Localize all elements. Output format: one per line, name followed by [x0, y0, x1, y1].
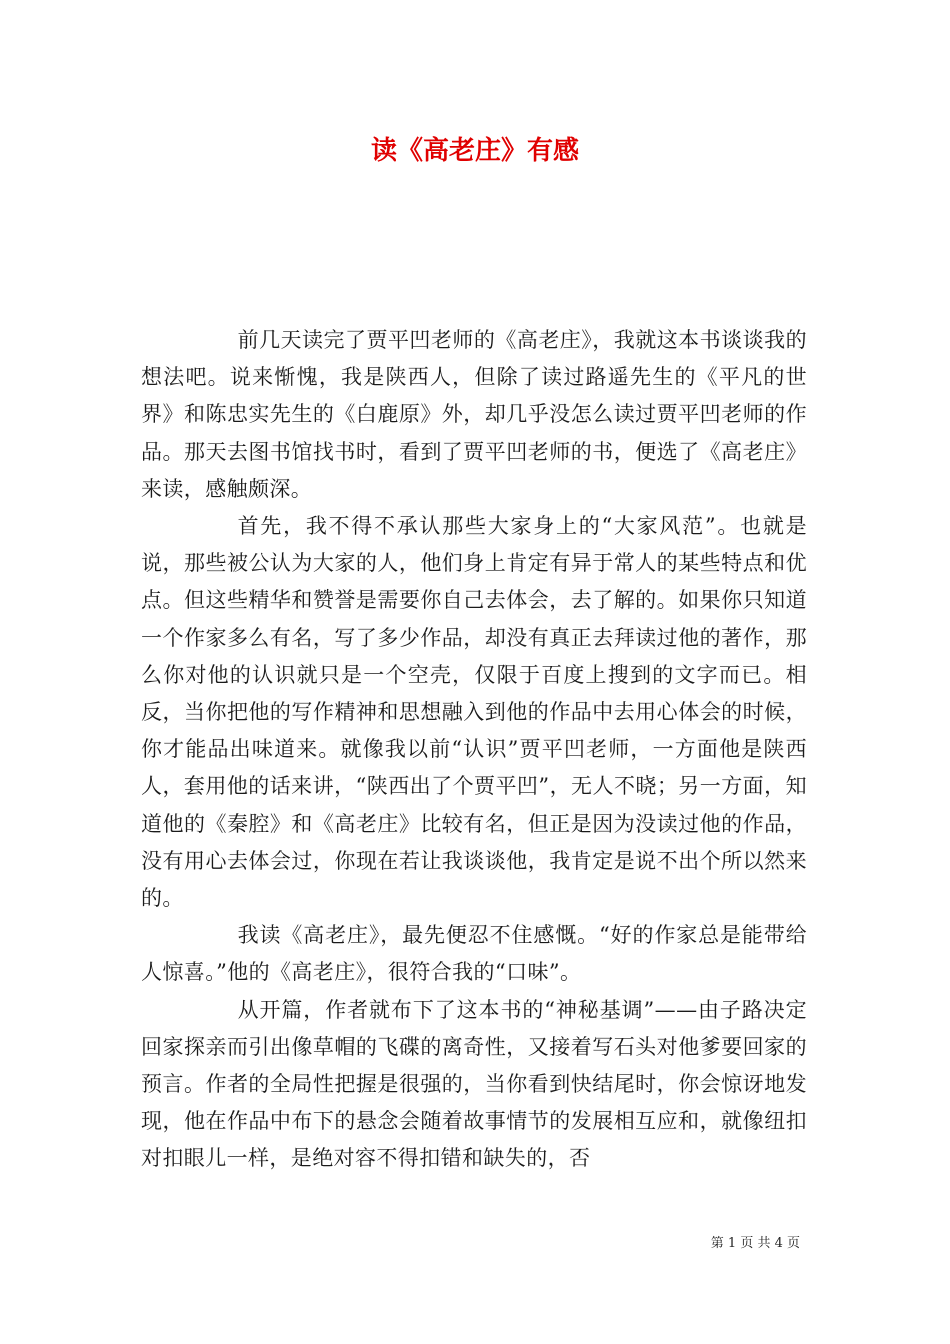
document-title-text: 读《高老庄》有感 [370, 136, 579, 166]
page-footer: 第 1 页 共 4 页 [710, 1236, 800, 1251]
paragraph-4: 从开篇，作者就布下了这本书的“神秘基调”——由子路决定回家探亲而引出像草帽的飞碟的离奇性，又接着写石头对他爹要回家的预言。作者的全局性把握是很强的，当你看到快结尾时，你会惊讶地发现，他在作品中布下的悬念会随着故事情节的发展相互应和，就像纽扣对扣眼儿一样，是绝对容不得扣错和缺失的，否 [141, 997, 807, 1171]
paragraph-3: 我读《高老庄》，最先便忍不住感慨。“好的作家总是能带给人惊喜。”他的《高老庄》，很符合我的“口味”。 [141, 923, 807, 985]
document-body [141, 322, 807, 1178]
paragraph-2: 首先，我不得不承认那些大家身上的“大家风范”。也就是说，那些被公认为大家的人，他们身上肯定有异于常人的某些特点和优点。但这些精华和赞誉是需要你自己去体会，去了解的。如果你只知道一个作家多么有名，写了多少作品，却没有真正去拜读过他的著作，那么你对他的认识就只是一个空壳，仅限于百度上搜到的文字而已。相反，当你把他的写作精神和思想融入到他的作品中去用心体会的时候，你才能品出味道来。就像我以前“认识”贾平凹老师，一方面他是陕西人，套用他的话来讲，“陕西出了个贾平凹”，无人不晓；另一方面，知道他的《秦腔》和《高老庄》比较有名，但正是因为没读过他的作品，没有用心去体会过，你现在若让我谈谈他，我肯定是说不出个所以然来的。 [141, 514, 807, 911]
document-title [0, 130, 950, 167]
paragraph-1: 前几天读完了贾平凹老师的《高老庄》，我就这本书谈谈我的想法吧。说来惭愧，我是陕西人，但除了读过路遥先生的《平凡的世界》和陈忠实先生的《白鹿原》外，却几乎没怎么读过贾平凹老师的作品。那天去图书馆找书时，看到了贾平凹老师的书，便选了《高老庄》来读，感触颇深。 [141, 328, 807, 501]
